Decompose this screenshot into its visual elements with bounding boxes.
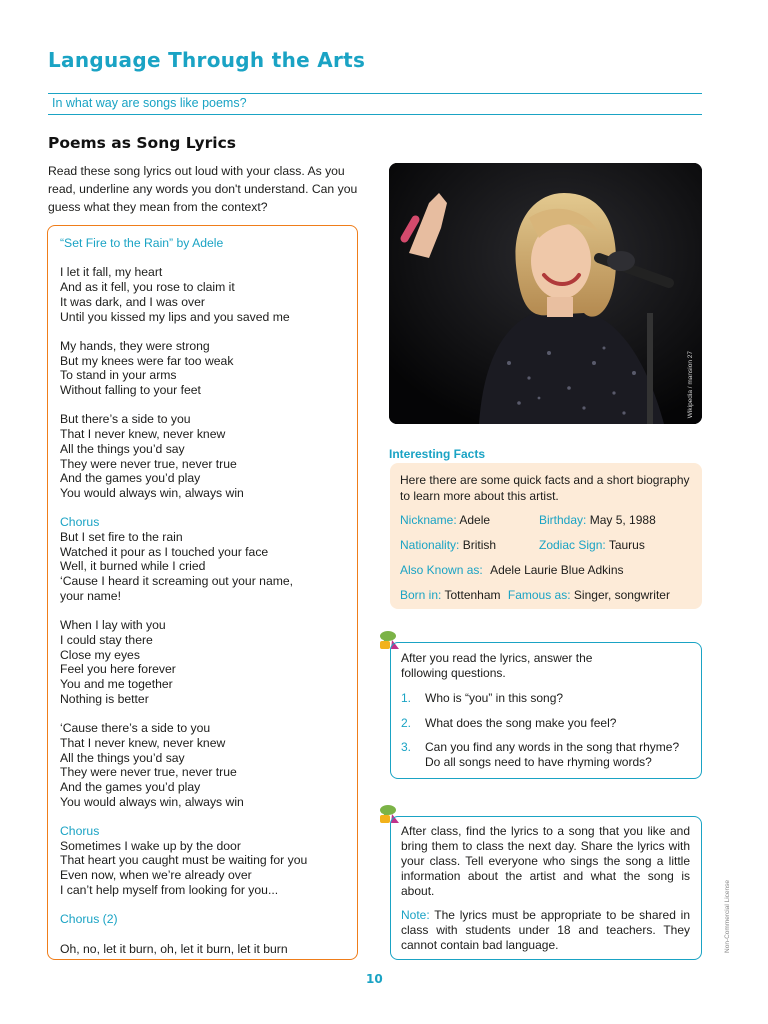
- song-title: “Set Fire to the Rain” by Adele: [60, 236, 224, 250]
- fact-famous-label: Famous as:: [507, 588, 571, 602]
- stanza-7: [60, 839, 350, 898]
- fact-famous-value: Singer, songwriter: [573, 588, 670, 602]
- fact-nationality: [400, 538, 496, 552]
- fact-zodiac-label: Zodiac Sign:: [539, 538, 606, 552]
- lyric-line: To stand in your arms: [60, 368, 177, 383]
- license-note: Non-Commercial License: [724, 880, 731, 953]
- questions-intro: After you read the lyrics, answer the following questions.: [401, 651, 593, 680]
- chorus-label: Chorus: [60, 515, 100, 530]
- stanza-2: [60, 339, 350, 398]
- fact-born-value: Tottenham: [444, 588, 501, 602]
- page-title: Language Through the Arts: [48, 48, 366, 72]
- lyric-line: I could stay there: [60, 632, 153, 647]
- lyric-line: That I never knew, never knew: [60, 735, 226, 750]
- lyric-line: Without falling to your feet: [60, 383, 201, 397]
- chorus-label-2: Chorus: [60, 824, 100, 839]
- outro-line: Oh, no, let it burn, oh, let it burn, let it burn: [60, 941, 288, 956]
- activity-note-label: Note:: [401, 908, 430, 922]
- stanza-6: [60, 721, 350, 809]
- fact-born-label: Born in:: [400, 588, 442, 602]
- lyric-line: They were never true, never true: [60, 456, 237, 471]
- lyric-line: And the games you’d play: [60, 779, 201, 794]
- lyric-line: That heart you caught must be waiting for you: [60, 853, 308, 868]
- title-rule-top: [48, 93, 702, 94]
- question-2-text: What does the song make you feel?: [425, 716, 617, 730]
- lyric-line: your name!: [60, 588, 121, 603]
- question-1-number: 1.: [401, 691, 412, 705]
- lyric-line: I can’t help myself from looking for you...: [60, 882, 279, 897]
- lyric-line: But there’s a side to you: [60, 412, 191, 427]
- section-intro: Read these song lyrics out loud with your class. As you read, underline any words you don't understand. Can you guess what they mean from the context?: [48, 164, 358, 214]
- lyric-line: Even now, when we’re already over: [60, 868, 252, 883]
- lyric-line: Nothing is better: [60, 691, 149, 706]
- lyric-line: Until you kissed my lips and you saved me: [60, 309, 290, 324]
- fact-zodiac-value: Taurus: [608, 538, 645, 552]
- chorus-label-3: Chorus (2): [60, 912, 118, 927]
- lyric-line: My hands, they were strong: [60, 338, 210, 353]
- fact-nickname-value: Adele: [459, 513, 491, 527]
- fact-birthday-value: May 5, 1988: [589, 513, 656, 527]
- fact-nickname: [400, 513, 490, 527]
- lyric-line: It was dark, and I was over: [60, 294, 205, 309]
- facts-heading: Interesting Facts: [389, 447, 486, 461]
- lyric-line: You would always win, always win: [60, 485, 244, 500]
- fact-nickname-label: Nickname:: [400, 513, 457, 527]
- lyric-line: Feel you here forever: [60, 662, 176, 677]
- question-1-text: Who is “you” in this song?: [425, 691, 564, 705]
- lyric-line: Sometimes I wake up by the door: [60, 838, 241, 853]
- lyric-line: Watched it pour as I touched your face: [60, 544, 269, 559]
- lyric-line: When I lay with you: [60, 618, 166, 633]
- lyric-line: I let it fall, my heart: [60, 265, 163, 280]
- photo-credit: Wikipedia / mansion 27: [687, 350, 694, 418]
- question-3-number: 3.: [401, 740, 412, 754]
- fact-aka-value: Adele Laurie Blue Adkins: [490, 563, 624, 577]
- lyric-line: But my knees were far too weak: [60, 353, 234, 368]
- section-title: Poems as Song Lyrics: [48, 134, 237, 152]
- stanza-5: [60, 618, 350, 706]
- lyrics: [60, 236, 350, 956]
- fact-nationality-value: British: [462, 538, 497, 552]
- facts-intro: Here there are some quick facts and a short biography to learn more about this artist.: [400, 473, 690, 503]
- title-rule-bottom: [48, 114, 702, 115]
- lyric-line: Well, it burned while I cried: [60, 559, 206, 574]
- lyric-line: And as it fell, you rose to claim it: [60, 280, 235, 295]
- stanza-1: [60, 265, 350, 324]
- fact-birthday-label: Birthday:: [539, 513, 587, 527]
- lyric-line: All the things you’d say: [60, 441, 185, 456]
- stanza-4: [60, 530, 350, 604]
- lyric-line: That I never knew, never knew: [60, 427, 226, 442]
- lyric-line: You would always win, always win: [60, 794, 244, 809]
- fact-aka: [400, 563, 624, 577]
- lyric-line: They were never true, never true: [60, 765, 237, 780]
- fact-zodiac: [539, 538, 645, 552]
- fact-nationality-label: Nationality:: [400, 538, 460, 552]
- question-2-number: 2.: [401, 716, 412, 730]
- lyric-line: And the games you’d play: [60, 471, 201, 486]
- artist-photo: [389, 163, 702, 424]
- question-3-text: Can you find any words in the song that rhyme? Do all songs need to have rhyming words?: [425, 740, 680, 769]
- activity-text: After class, find the lyrics to a song that you like and bring them to class the next day. Share the lyrics with your class. Tell everyone who sings the song a little information about the artist and what the song is about.: [401, 824, 690, 898]
- fact-aka-label: Also Known as:: [400, 563, 483, 577]
- page-number: 10: [366, 972, 383, 986]
- fact-birthday: [539, 513, 656, 527]
- lyric-line: Close my eyes: [60, 647, 140, 662]
- lyric-line: ‘Cause there’s a side to you: [60, 721, 211, 736]
- artist-photo-illustration: [389, 163, 702, 424]
- lyric-line: ‘Cause I heard it screaming out your name,: [60, 574, 294, 589]
- lyric-line: You and me together: [60, 677, 173, 692]
- lyric-line: But I set fire to the rain: [60, 530, 183, 544]
- lyric-line: All the things you’d say: [60, 750, 185, 765]
- fact-born: [400, 588, 670, 602]
- activity-note: [401, 908, 690, 953]
- page-subtitle: In what way are songs like poems?: [52, 96, 247, 110]
- stanza-3: [60, 412, 350, 500]
- activity-note-text: The lyrics must be appropriate to be shared in class with students under 18 and teachers. They cannot contain bad language.: [401, 908, 691, 952]
